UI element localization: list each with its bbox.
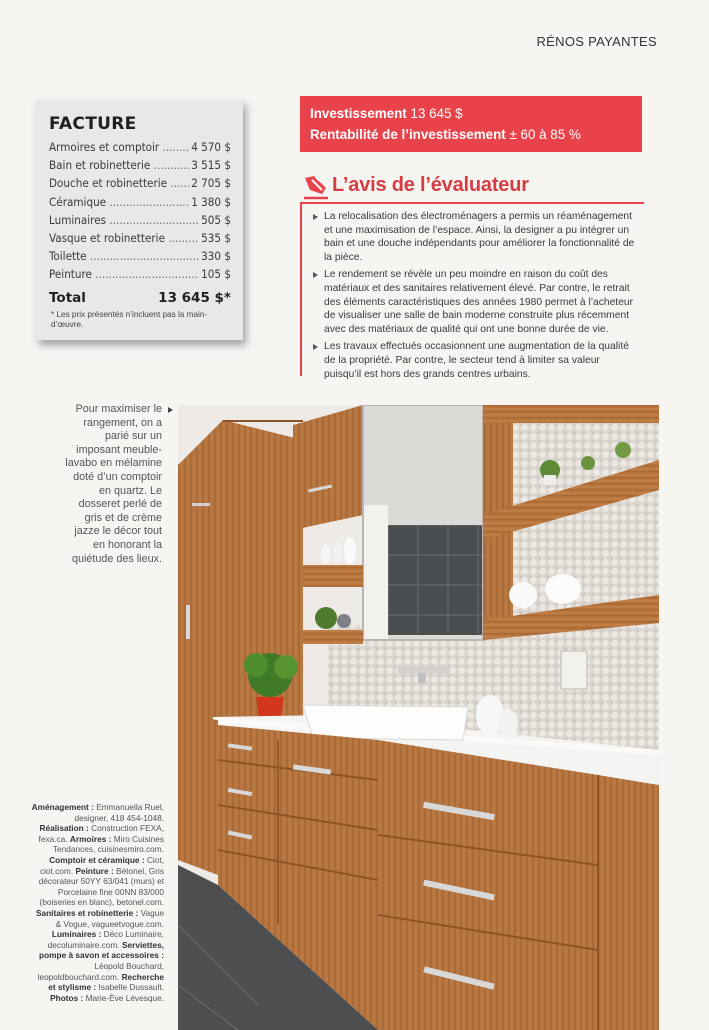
- caption-arrow-icon: [168, 407, 173, 413]
- invoice-row-amount: 105 $: [199, 265, 231, 283]
- invoice-row: [49, 265, 231, 283]
- invoice-note: * Les prix présentés n’incluent pas la main-d’œuvre.: [51, 309, 208, 329]
- pencil-hand-icon: [302, 172, 330, 200]
- invoice-row-label: Toilette .....: [49, 247, 199, 265]
- invoice-row: [49, 174, 231, 192]
- invoice-row: [49, 247, 231, 265]
- bathroom-photo: [178, 405, 659, 1030]
- credit-text: Miro Cuisines Tendances, cuisinesmiro.com.: [52, 833, 164, 855]
- return-value: ± 60 à 85 %: [509, 127, 581, 142]
- invoice-row: [49, 229, 231, 247]
- credit-text: Isabelle Dussault.: [98, 982, 164, 993]
- evaluator-title: L’avis de l’évaluateur: [332, 174, 529, 196]
- invoice-list: [49, 138, 231, 284]
- credit-label: Sanitaires et robinetterie :: [35, 907, 139, 918]
- credit-label: Peinture :: [75, 865, 114, 876]
- invoice-row-label: Douche et robinetterie .....: [49, 174, 189, 192]
- invoice-row-label: Armoires et comptoir .....: [49, 138, 189, 156]
- invoice-row: [49, 156, 231, 174]
- evaluator-body: [300, 204, 643, 380]
- invoice-total-label: Total: [49, 289, 86, 306]
- return-label: Rentabilité de l’investissement: [310, 127, 506, 142]
- invoice-row-label: Vasque et robinetterie .....: [49, 229, 199, 247]
- return-line: [310, 124, 632, 145]
- credit-text: Emmanuella Ruel, designer, 418 454-1048.: [74, 802, 164, 823]
- evaluator-point: La relocalisation des électroménagers a permis un réaménagement et une maximisation de l’espace. Ainsi, la designer a pu intégrer un bain et une douche indépendants pour améliorer la fonctionnalité de la pièce.: [312, 210, 637, 264]
- invoice-title: FACTURE: [49, 114, 137, 134]
- invoice-row: [49, 193, 231, 211]
- invoice-row-label: Bain et robinetterie .....: [49, 156, 189, 174]
- credit-text: Vague & Vogue, vagueetvogue.com.: [55, 907, 164, 929]
- credit-text: Léopold Bouchard, leopoldbouchard.com.: [37, 960, 164, 982]
- investment-label: Investissement: [310, 106, 407, 121]
- photo-caption: Pour maximiser le rangement, on a parié sur un imposant meuble-lavabo en mélamine doté d’un comptoir en quartz. Le dosseret perlé de gris et de crème jazze le décor tout en honorant la quiétude des lieux.: [65, 403, 162, 565]
- bathroom-illustration: [178, 405, 659, 1030]
- invoice-box: [36, 100, 243, 340]
- credit-label: Luminaires :: [51, 929, 102, 940]
- credit-label: Armoires :: [69, 833, 112, 844]
- credit-label: Recherche et stylisme :: [48, 971, 164, 993]
- invoice-row-label: Céramique .....: [49, 193, 189, 211]
- evaluator-point: Les travaux effectués occasionnent une augmentation de la qualité de la propriété. Par contre, le secteur tend à limiter sa valeur puisqu’il est hors des grands centres urbains.: [312, 340, 637, 381]
- invoice-row: [49, 138, 231, 156]
- credit-text: Construction FEXA, fexa.ca.: [38, 823, 164, 844]
- credit-label: Aménagement :: [31, 802, 94, 812]
- invoice-row-amount: 2 705 $: [189, 174, 231, 192]
- credit-text: Marie-Ève Lévesque.: [85, 992, 164, 1003]
- invoice-row-amount: 330 $: [199, 247, 231, 265]
- credit-text: Déco Luminaire, decoluminaire.com.: [47, 929, 164, 950]
- invoice-row-label: Peinture .....: [49, 265, 199, 283]
- invoice-row-amount: 3 515 $: [189, 156, 231, 174]
- invoice-row-label: Luminaires .....: [49, 211, 199, 229]
- invoice-row-amount: 4 570 $: [189, 138, 231, 156]
- invoice-row-amount: 535 $: [199, 229, 231, 247]
- credit-label: Réalisation :: [39, 823, 89, 834]
- credit-text: Ciot, ciot.com.: [39, 854, 164, 876]
- investment-banner: [300, 96, 642, 152]
- credit-label: Photos :: [50, 992, 84, 1003]
- invoice-row: [49, 211, 231, 229]
- invoice-total-amount: 13 645 $*: [158, 289, 231, 306]
- invoice-row-amount: 505 $: [199, 211, 231, 229]
- credit-label: Comptoir et céramique :: [49, 854, 145, 865]
- investment-value: 13 645 $: [410, 106, 463, 121]
- credit-label: Serviettes, pompe à savon et accessoires :: [39, 939, 164, 961]
- invoice-row-amount: 1 380 $: [189, 193, 231, 211]
- credit-text: Bétonel, Gris décorateur 50YY 63/041 (murs) et Porcelaine fine 00NN 83/000 (boiseries en blanc), betonel.com.: [38, 865, 164, 908]
- investment-line: [310, 103, 632, 124]
- evaluator-heading: [300, 170, 644, 204]
- photo-credits: [30, 802, 164, 1003]
- section-header: RÉNOS PAYANTES: [536, 34, 657, 49]
- evaluator-point: Le rendement se révèle un peu moindre en raison du coût des matériaux et des sanitaires relativement élevé. Par contre, le retrait des éléments caractéristiques des années 1980 permet à l’acheteur de visualiser une salle de bain moderne construite plus récemment avec des matériaux de qualité qui ont une bonne durée de vie.: [312, 268, 637, 336]
- invoice-total: [49, 290, 231, 306]
